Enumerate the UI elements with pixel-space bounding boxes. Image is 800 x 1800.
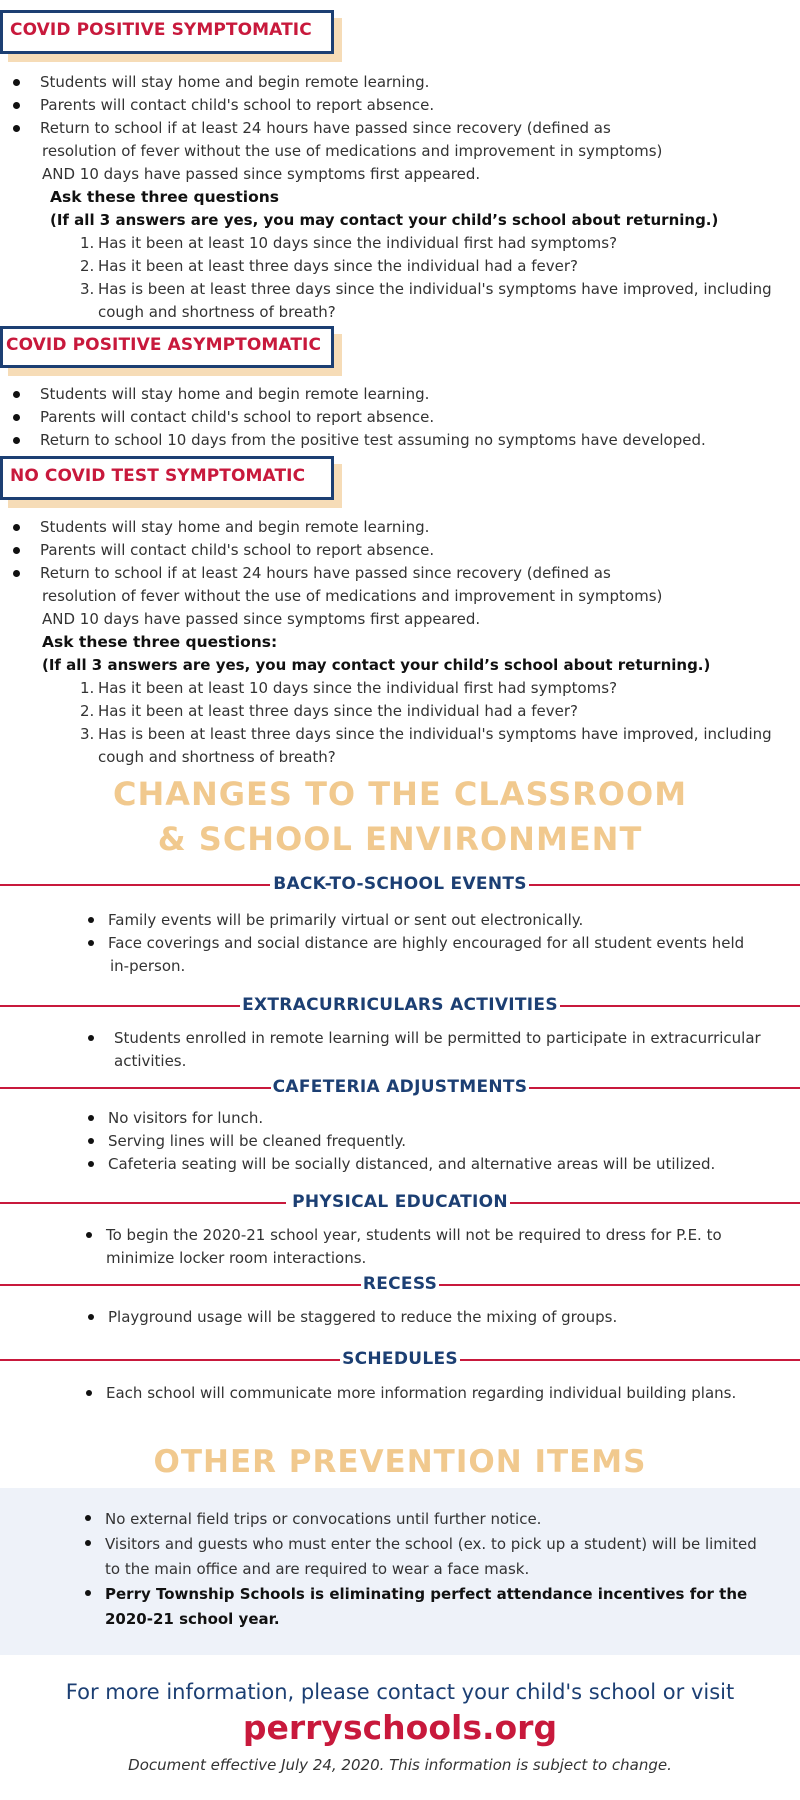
heading-extracurricular: EXTRACURRICULARS ACTIVITIES [242, 995, 558, 1015]
questions-note: (If all 3 answers are yes, you may contact your child’s school about returning.) [50, 211, 719, 229]
section-title: NO COVID TEST SYMPTOMATIC [10, 466, 306, 486]
heading-schedules: SCHEDULES [342, 1349, 458, 1369]
list-item: 2. Has it been at least three days since the individual had a fever? [80, 257, 579, 275]
list-item-continued: minimize locker room interactions. [106, 1249, 367, 1267]
divider-recess [0, 1274, 800, 1296]
divider-schedules [0, 1349, 800, 1371]
section-title: COVID POSITIVE SYMPTOMATIC [10, 20, 312, 40]
prevention-title: OTHER PREVENTION ITEMS [153, 1444, 647, 1480]
list-item: Parents will contact child's school to report absence. [40, 406, 780, 429]
footer-contact: For more information, please contact your child's school or visit [65, 1680, 735, 1704]
list-item-continued: resolution of fever without the use of medications and improvement in symptoms) [42, 142, 663, 160]
list-item-continued: in-person. [110, 957, 186, 975]
list-item: Students enrolled in remote learning will be permitted to participate in extracurricular [114, 1027, 764, 1050]
heading-cafeteria: CAFETERIA ADJUSTMENTS [272, 1077, 528, 1097]
list-item: Return to school 10 days from the positive test assuming no symptoms have developed. [40, 429, 780, 452]
list-item-continued: to the main office and are required to wear a face mask. [105, 1560, 530, 1578]
list-cafeteria [108, 1107, 768, 1176]
list-item-continued: activities. [114, 1052, 187, 1070]
questions-heading: Ask these three questions [50, 188, 280, 206]
list-item: Face coverings and social distance are highly encouraged for all student events held [108, 932, 768, 955]
list-item-continued: 2020-21 school year. [105, 1610, 280, 1628]
list-item: Return to school if at least 24 hours have passed since recovery (defined as [40, 562, 780, 585]
list-item: No external field trips or convocations until further notice. [105, 1507, 775, 1532]
questions-list-positive-symptomatic [80, 232, 778, 324]
list-item: Family events will be primarily virtual or sent out electronically. [108, 909, 768, 932]
list-item: Perry Township Schools is eliminating perfect attendance incentives for the [105, 1582, 775, 1607]
bullet-list-positive-symptomatic [40, 71, 780, 186]
questions-list-no-test-symptomatic [80, 677, 778, 769]
divider-pe [0, 1192, 800, 1214]
list-item: Students will stay home and begin remote learning. [40, 383, 780, 406]
list-item: Each school will communicate more information regarding individual building plans. [106, 1382, 786, 1405]
list-item: Cafeteria seating will be socially distanced, and alternative areas will be utilized. [108, 1153, 768, 1176]
list-item: 1. Has it been at least 10 days since the individual first had symptoms? [80, 234, 618, 252]
questions-note: (If all 3 answers are yes, you may contact your child’s school about returning.) [42, 656, 711, 674]
list-item-continued: cough and shortness of breath? [98, 303, 336, 321]
list-item: 3. Has is been at least three days since the individual's symptoms have improved, including [80, 280, 772, 298]
changes-title-line1: CHANGES TO THE CLASSROOM [112, 775, 688, 813]
heading-back-to-school: BACK-TO-SCHOOL EVENTS [273, 874, 527, 894]
list-extracurricular [114, 1027, 764, 1073]
divider-cafeteria [0, 1077, 800, 1099]
list-item-continued: resolution of fever without the use of medications and improvement in symptoms) [42, 587, 663, 605]
heading-recess: RECESS [362, 1274, 438, 1294]
divider-extracurricular [0, 995, 800, 1017]
list-item: Parents will contact child's school to report absence. [40, 539, 780, 562]
list-back-to-school [108, 909, 768, 978]
list-schedules [106, 1382, 786, 1405]
list-item: Parents will contact child's school to report absence. [40, 94, 780, 117]
list-item-continued: AND 10 days have passed since symptoms first appeared. [42, 610, 481, 628]
questions-heading: Ask these three questions: [42, 633, 278, 651]
list-item-continued: AND 10 days have passed since symptoms first appeared. [42, 165, 481, 183]
list-item-continued: cough and shortness of breath? [98, 748, 336, 766]
section-title: COVID POSITIVE ASYMPTOMATIC [6, 335, 322, 355]
bullet-list-no-test-symptomatic [40, 516, 780, 631]
divider-back-to-school [0, 874, 800, 896]
footer-disclaimer: Document effective July 24, 2020. This information is subject to change. [128, 1756, 672, 1774]
list-prevention [105, 1507, 775, 1632]
list-pe [106, 1224, 766, 1270]
list-item: 1. Has it been at least 10 days since the individual first had symptoms? [80, 679, 618, 697]
list-item: No visitors for lunch. [108, 1107, 768, 1130]
bullet-list-positive-asymptomatic [40, 383, 780, 452]
list-item: 3. Has is been at least three days since the individual's symptoms have improved, including [80, 725, 772, 743]
list-item: 2. Has it been at least three days since the individual had a fever? [80, 702, 579, 720]
footer-website-link[interactable]: perryschools.org [242, 1708, 558, 1747]
list-item: Return to school if at least 24 hours have passed since recovery (defined as [40, 117, 780, 140]
list-recess [108, 1306, 768, 1329]
list-item: Serving lines will be cleaned frequently. [108, 1130, 768, 1153]
heading-pe: PHYSICAL EDUCATION [292, 1192, 508, 1212]
changes-title-line2: & SCHOOL ENVIRONMENT [157, 820, 643, 858]
list-item: Playground usage will be staggered to reduce the mixing of groups. [108, 1306, 768, 1329]
list-item: To begin the 2020-21 school year, students will not be required to dress for P.E. to [106, 1224, 766, 1247]
list-item: Students will stay home and begin remote learning. [40, 516, 780, 539]
list-item: Visitors and guests who must enter the school (ex. to pick up a student) will be limited [105, 1532, 775, 1557]
list-item: Students will stay home and begin remote learning. [40, 71, 780, 94]
